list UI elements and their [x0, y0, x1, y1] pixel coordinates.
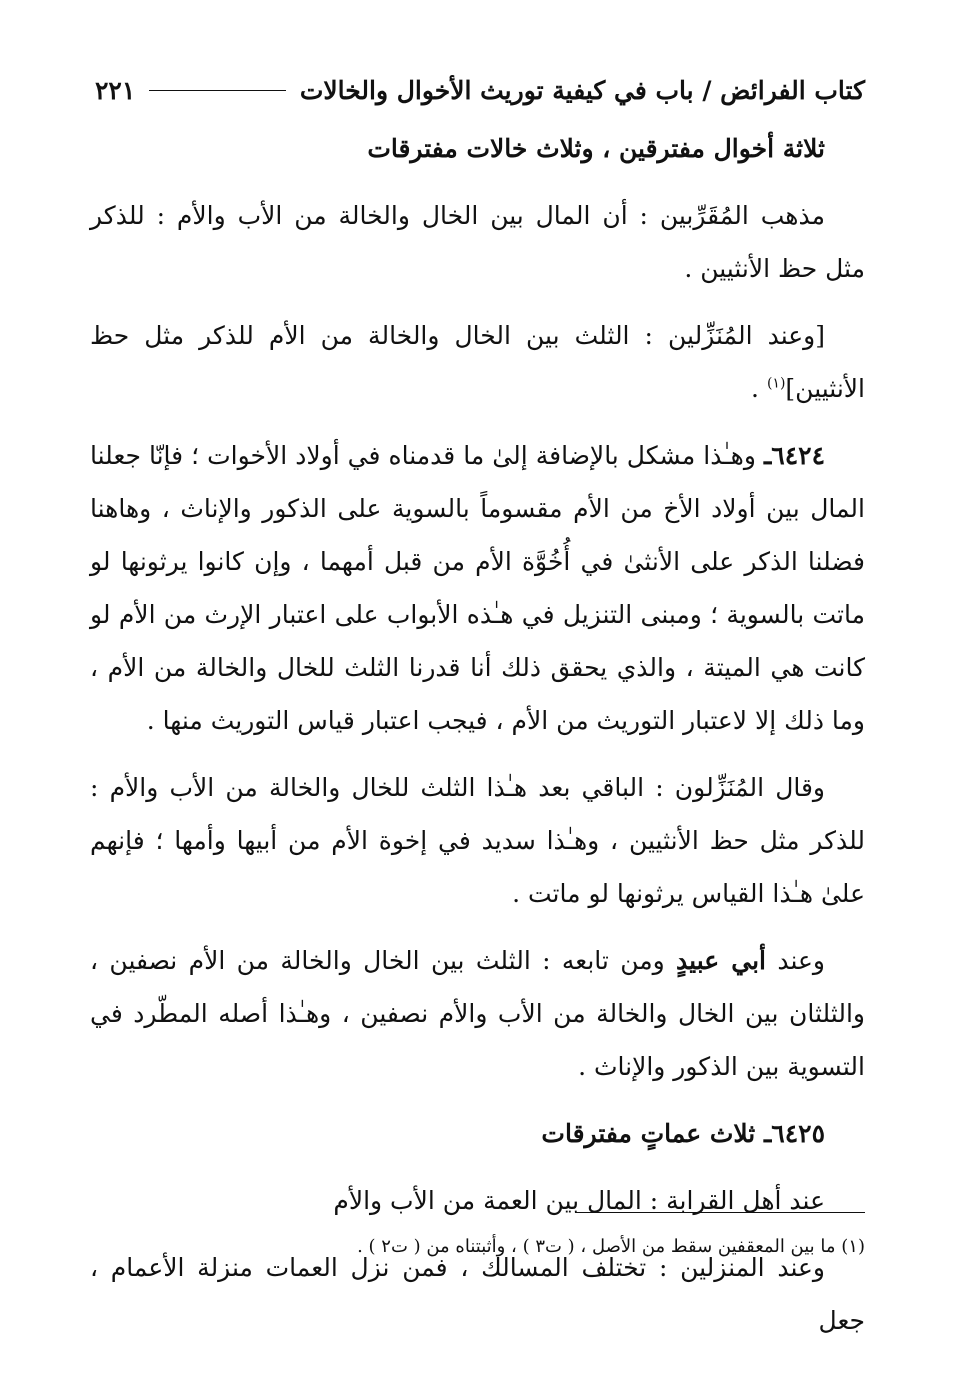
- section-heading: ٦٤٢٥ـ ثلاث عماتٍ مفترقات: [541, 1119, 825, 1148]
- page-number: ٢٢١: [95, 75, 136, 105]
- footnote-rule: [575, 1212, 865, 1213]
- footnote: (١) ما بين المعقفين سقط من الأصل ، ( ت٣ ) ، وأثبتناه من ( ت٢ ) .: [357, 1236, 865, 1257]
- numbered-paragraph: [90, 429, 865, 747]
- paragraph-text: وهـٰذا مشكل بالإضافة إلىٰ ما قدمناه في أولاد الأخوات ؛ فإنّا جعلنا المال بين أولاد الأخ من الأم مقسوماً بالسوية على الذكور والإناث ، وهاهنا فضلنا الذكر على الأنثىٰ في أُخُوَّة الأم من قبل أمهما ، وإن كانوا يرثونها لو ماتت بالسوية ؛ ومبنى التنزيل في هـٰذه الأبواب على اعتبار الإرث من الأم لو كانت هي الميتة ، والذي يحقق ذلك أنا قدرنا الثلث للخال والخالة من الأم ، وما ذلك إلا لاعتبار التوريث من الأم ، فيجب اعتبار قياس التوريث منها .: [90, 441, 865, 735]
- running-header: [95, 70, 865, 110]
- paragraph: عند أهل القرابة : المال بين العمة من الأب والأم: [333, 1186, 825, 1215]
- paragraph: وقال المُنَزِّلون : الباقي بعد هـٰذا الثلث للخال والخالة من الأب والأم : للذكر مثل حظ الأنثيين ، وهـٰذا سديد في إخوة الأم من أبيها وأمها ؛ فإنهم علىٰ هـٰذا القياس يرثونها لو ماتت .: [90, 773, 865, 908]
- person-name: أبي عبيدٍ: [676, 946, 766, 975]
- paragraph: [90, 934, 865, 1093]
- paragraph-text: [وعند المُنَزِّلين : الثلث بين الخال والخالة من الأم للذكر مثل حظ الأنثيين]: [90, 321, 865, 403]
- paragraph-number: ٦٤٢٤ـ: [763, 441, 825, 470]
- paragraph: وعند المنزلين : تختلف المسالك ، فمن نزل العمات منزلة الأعمام ، جعل: [90, 1253, 865, 1335]
- page-body: [90, 122, 865, 1361]
- footnote-ref[interactable]: (١): [766, 375, 786, 392]
- paragraph-end: .: [751, 374, 767, 403]
- section-heading: ثلاثة أخوال مفترقين ، وثلاث خالات مفترقات: [367, 134, 825, 163]
- paragraph: [90, 309, 865, 415]
- header-title: كتاب الفرائض / باب في كيفية توريث الأخوال والخالات: [299, 75, 865, 105]
- header-rule: [149, 90, 286, 91]
- paragraph: مذهب المُقَرِّبين : أن المال بين الخال والخالة من الأب والأم : للذكر مثل حظ الأنثيين .: [90, 201, 865, 283]
- paragraph-text: ومن تابعه : الثلث بين الخال والخالة من الأم نصفين ، والثلثان بين الخال والخالة من الأب والأم نصفين ، وهـٰذا أصله المطّرد في التسوية بين الذكور والإناث .: [90, 946, 865, 1081]
- paragraph-text: وعند: [766, 946, 825, 975]
